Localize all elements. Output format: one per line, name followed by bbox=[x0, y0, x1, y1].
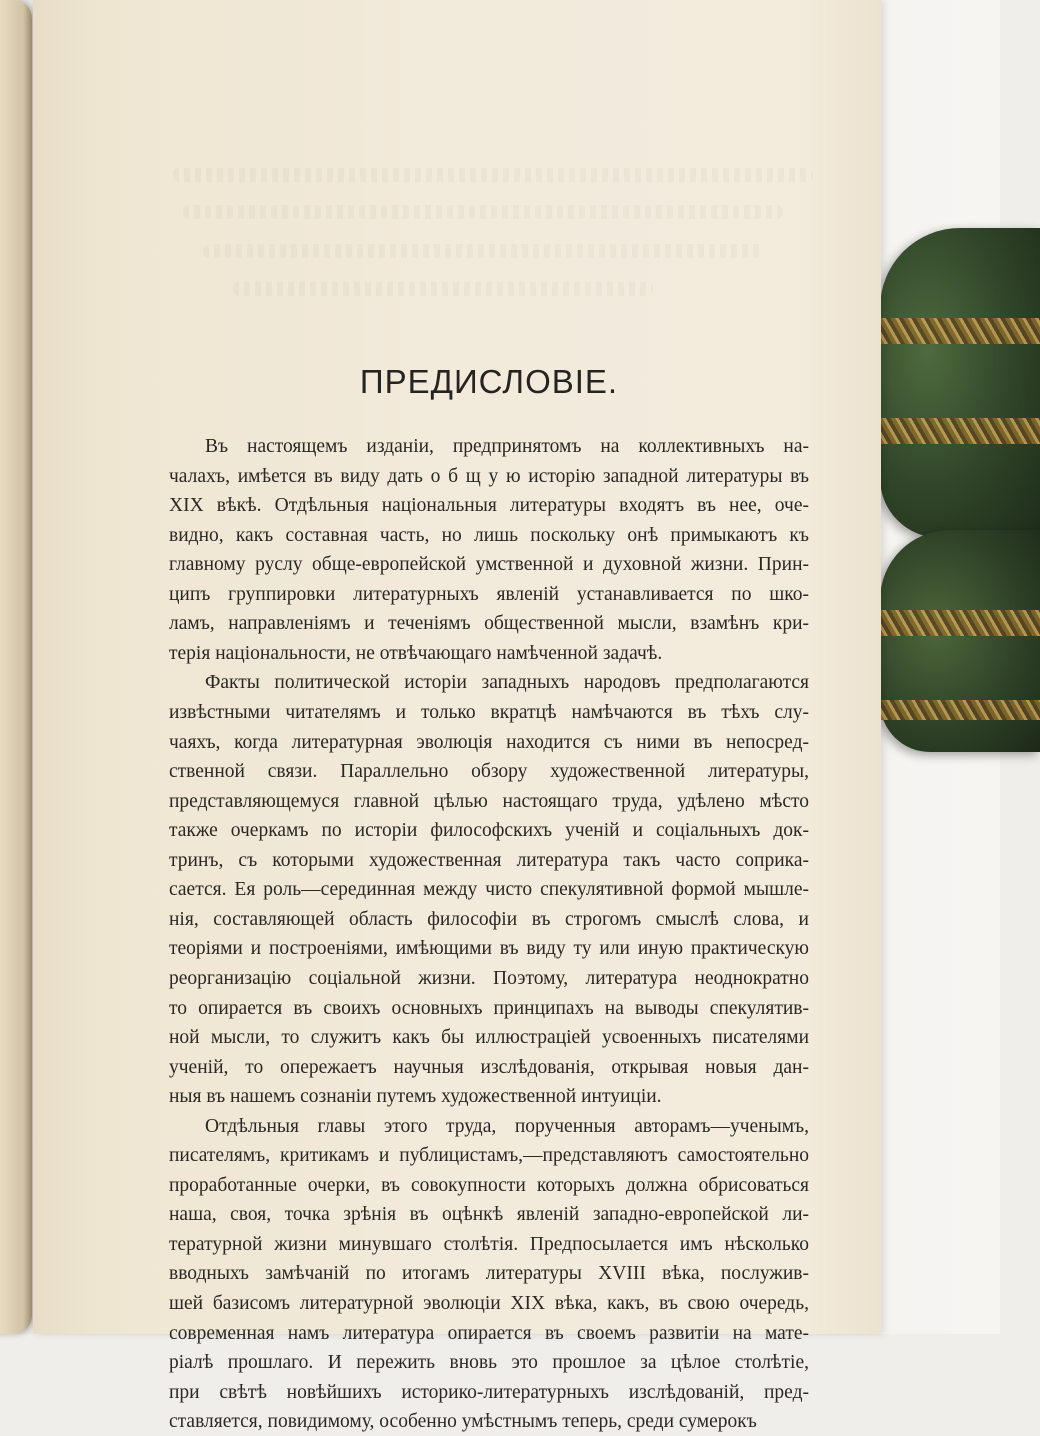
gold-tooling-band bbox=[880, 318, 1040, 344]
gold-tooling-band bbox=[880, 610, 1040, 636]
text-line: также очеркамъ по исторіи философскихъ ученій и соціальныхъ док- bbox=[169, 820, 809, 842]
text-line: чалахъ, имѣется въ виду дать о б щ у ю исторію западной литературы въ bbox=[169, 465, 809, 487]
text-line: при свѣтѣ новѣйшихъ историко-литературныхъ изслѣдованій, пред- bbox=[169, 1381, 809, 1403]
text-line: ламъ, направленіямъ и теченіямъ общественной мысли, взамѣнъ кри- bbox=[169, 613, 809, 635]
text-line: современная намъ литература опирается въ своемъ развитіи на мате- bbox=[169, 1322, 809, 1344]
text-line: ственной связи. Параллельно обзору художественной литературы, bbox=[169, 761, 809, 782]
text-line: главному руслу обще-европейской умственной и духовной жизни. Прин- bbox=[169, 554, 809, 576]
text-line: нія, составляющей область философіи въ строгомъ смыслѣ слова, и bbox=[169, 908, 809, 930]
text-line: наша, своя, точка зрѣнія въ оцѣнкѣ явленій западно-европейской ли- bbox=[169, 1204, 809, 1226]
text-line: то опирается въ своихъ основныхъ принципахъ на выводы спекулятив- bbox=[169, 997, 809, 1019]
text-line: ныя въ нашемъ сознаніи путемъ художественной интуиціи. bbox=[169, 1086, 662, 1108]
text-line: ной мысли, то служитъ какъ бы иллюстраціей усвоенныхъ писателями bbox=[169, 1027, 809, 1048]
gold-tooling-band bbox=[880, 700, 1040, 720]
text-line: писателямъ, критикамъ и публицистамъ,—представляютъ самостоятельно bbox=[169, 1145, 809, 1167]
text-line: извѣстными читателямъ и только вкратцѣ намѣчаются въ тѣхъ слу- bbox=[169, 702, 809, 723]
text-line: проработанные очерки, въ совокупности которыхъ должна обрисоваться bbox=[169, 1174, 809, 1196]
text-line: терія національности, не отвѣчающаго намѣченной задачѣ. bbox=[169, 642, 663, 664]
text-line: теоріями и построеніями, имѣющими въ виду ту или иную практическую bbox=[169, 938, 809, 960]
show-through-text bbox=[173, 168, 813, 182]
text-line: реорганизацію соціальной жизни. Поэтому, литература неоднократно bbox=[169, 967, 809, 989]
text-line: видно, какъ составная часть, но лишь поскольку онѣ примыкаютъ къ bbox=[169, 524, 809, 546]
text-line: сается. Ея роль—серединная между чисто спекулятивной формой мышле- bbox=[169, 879, 809, 901]
show-through-text bbox=[203, 244, 763, 258]
text-line: шей базисомъ литературной эволюціи XIX вѣка, какъ, въ свою очередь, bbox=[169, 1293, 809, 1314]
text-line: ріалѣ прошлаго. И пережить вновь это прошлое за цѣлое столѣтіе, bbox=[169, 1352, 809, 1374]
left-page-edge bbox=[0, 0, 32, 1334]
show-through-text bbox=[233, 282, 653, 296]
text-line: представляющемуся главной цѣлью настоящаго труда, удѣлено мѣсто bbox=[169, 790, 809, 812]
text-line: вводныхъ замѣчаній по итогамъ литературы XVIII вѣка, послужив- bbox=[169, 1263, 809, 1285]
green-leather-book-top bbox=[880, 228, 1040, 538]
text-line: Отдѣльныя главы этого труда, порученныя авторамъ—ученымъ, bbox=[205, 1115, 809, 1137]
text-line: ставляется, повидимому, особенно умѣстнымъ теперь, среди сумерокъ bbox=[169, 1411, 757, 1433]
page-title: ПРЕДИСЛОВІЕ. bbox=[359, 363, 619, 400]
show-through-text bbox=[183, 205, 783, 219]
book-page bbox=[33, 0, 881, 1433]
text-line: тринъ, съ которыми художественная литература такъ часто соприка- bbox=[169, 849, 809, 871]
text-line: Факты политической исторіи западныхъ народовъ предполагаются bbox=[205, 672, 809, 694]
text-line: ученій, то опережаетъ научныя изслѣдованія, открывая новыя дан- bbox=[169, 1056, 809, 1078]
text-line: XIX вѣкѣ. Отдѣльныя національныя литературы входятъ въ нее, оче- bbox=[169, 495, 809, 517]
text-line: ципъ группировки литературныхъ явленій устанавливается по шко- bbox=[169, 583, 809, 605]
gold-tooling-band bbox=[880, 418, 1040, 444]
text-line: Въ настоящемъ изданіи, предпринятомъ на коллективныхъ на- bbox=[205, 436, 809, 457]
text-line: тературной жизни минувшаго столѣтія. Предпосылается имъ нѣсколько bbox=[169, 1233, 809, 1255]
text-line: чаяхъ, когда литературная эволюція находится съ ними въ непосред- bbox=[169, 731, 809, 753]
green-leather-book-bottom bbox=[880, 530, 1040, 752]
